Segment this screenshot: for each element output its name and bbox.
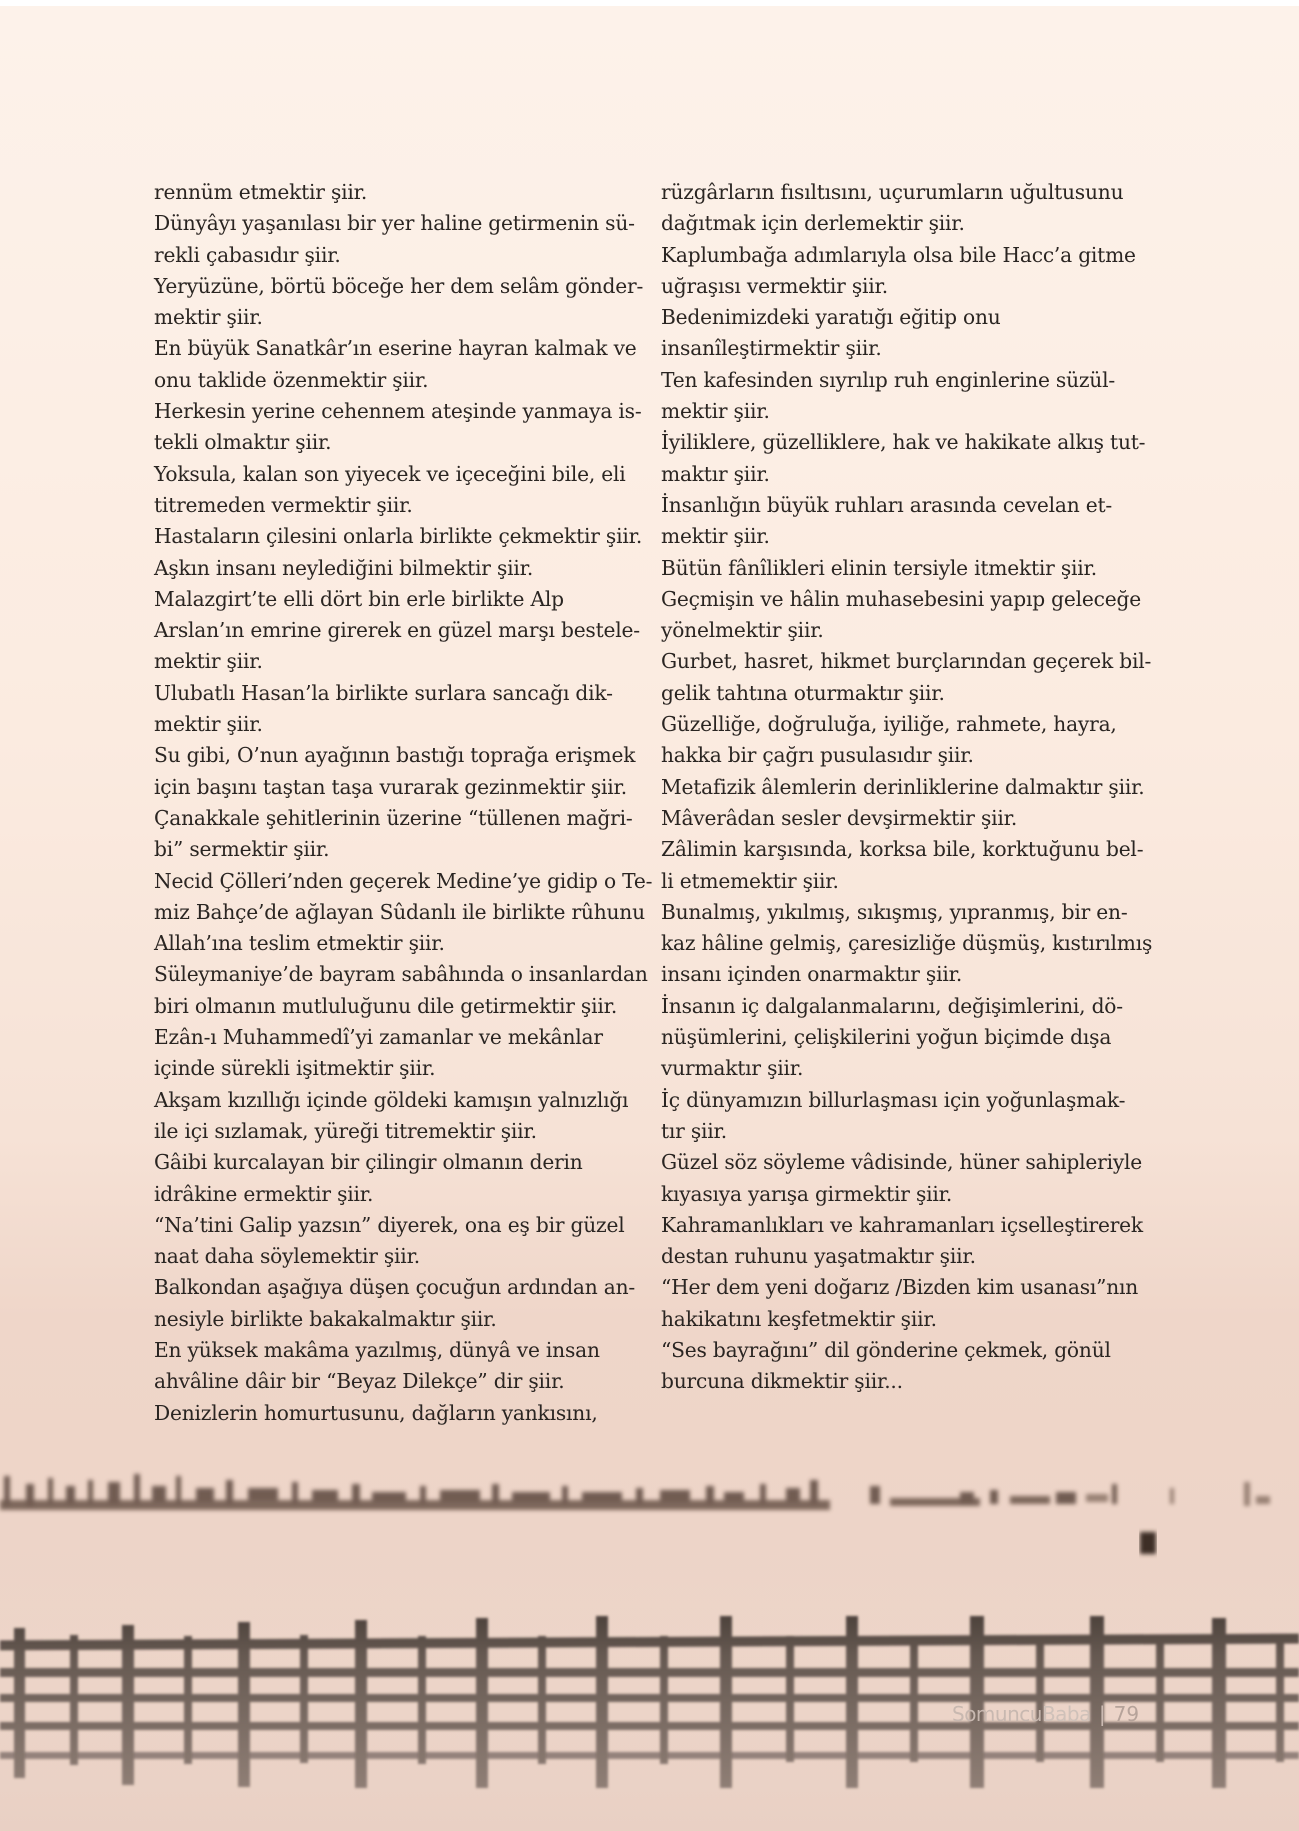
text-line: nesiyle birlikte bakakalmaktır şiir. bbox=[154, 1306, 497, 1331]
text-line: destan ruhunu yaşatmaktır şiir. bbox=[661, 1244, 976, 1269]
text-line: Denizlerin homurtusunu, dağların yankısını, bbox=[154, 1400, 598, 1425]
text-line: rennüm etmektir şiir. bbox=[154, 180, 368, 204]
text-line: tekli olmaktır şiir. bbox=[154, 430, 332, 455]
text-line: Herkesin yerine cehennem ateşinde yanmaya is- bbox=[154, 399, 642, 424]
text-line: rüzgârların fısıltısını, uçurumların uğultusunu bbox=[661, 180, 1124, 204]
text-line: onu taklide özenmektir şiir. bbox=[154, 367, 429, 392]
text-line: maktır şiir. bbox=[661, 461, 770, 486]
text-line: insanîleştirmektir şiir. bbox=[661, 336, 882, 361]
text-line: “Her dem yeni doğarız /Bizden kim usanası”nın bbox=[661, 1275, 1139, 1300]
text-line: Süleymaniye’de bayram sabâhında o insanlardan bbox=[154, 962, 648, 987]
page-number: 79 bbox=[1113, 1702, 1140, 1726]
text-line: hakka bir çağrı pusulasıdır şiir. bbox=[661, 743, 974, 768]
text-line: Geçmişin ve hâlin muhasebesini yapıp geleceğe bbox=[661, 586, 1141, 611]
text-line: Kahramanlıkları ve kahramanları içselleştirerek bbox=[661, 1212, 1143, 1237]
text-line: titremeden vermektir şiir. bbox=[154, 492, 413, 517]
text-line: rekli çabasıdır şiir. bbox=[154, 242, 341, 267]
text-line: naat daha söylemektir şiir. bbox=[154, 1244, 421, 1269]
text-line: idrâkine ermektir şiir. bbox=[154, 1181, 374, 1206]
text-line: Güzelliğe, doğruluğa, iyiliğe, rahmete, hayra, bbox=[661, 712, 1117, 737]
text-line: burcuna dikmektir şiir... bbox=[661, 1369, 903, 1394]
text-line: “Na’tini Galip yazsın” diyerek, ona eş bir güzel bbox=[154, 1212, 625, 1237]
text-line: içinde sürekli işitmektir şiir. bbox=[154, 1056, 436, 1081]
text-line: Dünyâyı yaşanılası bir yer haline getirmenin sü- bbox=[154, 211, 635, 236]
text-line: Bütün fânîlikleri elinin tersiyle itmektir şiir. bbox=[661, 555, 1097, 580]
distant-shoreline bbox=[0, 1474, 1270, 1510]
text-line: Mâverâdan sesler devşirmektir şiir. bbox=[661, 805, 1018, 830]
left-text-column bbox=[154, 177, 653, 1429]
text-line: ile içi sızlamak, yüreği titremektir şiir. bbox=[154, 1118, 537, 1143]
text-line: Bedenimizdeki yaratığı eğitip onu bbox=[661, 305, 1001, 330]
text-line: mektir şiir. bbox=[661, 399, 770, 424]
top-edge bbox=[0, 0, 1299, 6]
text-line: Metafizik âlemlerin derinliklerine dalmaktır şiir. bbox=[661, 774, 1145, 799]
text-line: Malazgirt’te elli dört bin erle birlikte Alp bbox=[154, 586, 564, 611]
text-line: En yüksek makâma yazılmış, dünyâ ve insan bbox=[154, 1337, 600, 1362]
text-line: kaz hâline gelmiş, çaresizliğe düşmüş, kıstırılmış bbox=[661, 931, 1153, 956]
text-line: Ulubatlı Hasan’la birlikte surlara sancağı dik- bbox=[154, 680, 613, 705]
fog-overlay bbox=[0, 1560, 1299, 1831]
page-footer bbox=[952, 1702, 1139, 1726]
text-line: ahvâline dâir bir “Beyaz Dilekçe” dir şiir. bbox=[154, 1369, 565, 1394]
right-text-column bbox=[661, 177, 1153, 1398]
text-line: Allah’ına teslim etmektir şiir. bbox=[154, 931, 445, 956]
text-line: mektir şiir. bbox=[154, 712, 263, 737]
text-line: mektir şiir. bbox=[154, 305, 263, 330]
text-line: Akşam kızıllığı içinde göldeki kamışın yalnızlığı bbox=[154, 1087, 629, 1112]
text-line: En büyük Sanatkâr’ın eserine hayran kalmak ve bbox=[154, 336, 637, 361]
text-line: vurmaktır şiir. bbox=[661, 1056, 804, 1081]
text-line: Yeryüzüne, börtü böceğe her dem selâm gönder- bbox=[154, 273, 644, 298]
text-line: Gurbet, hasret, hikmet burçlarından geçerek bil- bbox=[661, 649, 1152, 674]
text-line: Ezân-ı Muhammedî’yi zamanlar ve mekânlar bbox=[154, 1025, 603, 1050]
text-line: li etmemektir şiir. bbox=[661, 868, 839, 893]
text-line: biri olmanın mutluluğunu dile getirmektir şiir. bbox=[154, 993, 618, 1018]
text-line: kıyasıya yarışa girmektir şiir. bbox=[661, 1181, 953, 1206]
brand-part-2: Baba bbox=[1041, 1702, 1091, 1726]
text-line: Aşkın insanı neylediğini bilmektir şiir. bbox=[154, 555, 534, 580]
text-line: Necid Çölleri’nden geçerek Medine’ye gidip o Te- bbox=[154, 868, 653, 893]
text-line: Hastaların çilesini onlarla birlikte çekmektir şiir. bbox=[154, 524, 643, 549]
text-line: Bunalmış, yıkılmış, sıkışmış, yıpranmış, bir en- bbox=[661, 899, 1128, 924]
text-line: mektir şiir. bbox=[154, 649, 263, 674]
text-line: mektir şiir. bbox=[661, 524, 770, 549]
text-line: İnsanlığın büyük ruhları arasında cevelan et- bbox=[661, 492, 1113, 517]
text-line: nüşümlerini, çelişkilerini yoğun biçimde dışa bbox=[661, 1025, 1112, 1050]
text-line: Kaplumbağa adımlarıyla olsa bile Hacc’a gitme bbox=[661, 242, 1136, 267]
text-line: uğraşısı vermektir şiir. bbox=[661, 273, 888, 298]
text-line: yönelmektir şiir. bbox=[661, 618, 824, 643]
text-line: Güzel söz söyleme vâdisinde, hüner sahipleriyle bbox=[661, 1150, 1143, 1175]
text-line: için başını taştan taşa vurarak gezinmektir şiir. bbox=[154, 774, 627, 799]
text-line: Balkondan aşağıya düşen çocuğun ardından an- bbox=[154, 1275, 636, 1300]
text-line: “Ses bayrağını” dil gönderine çekmek, gönül bbox=[661, 1337, 1111, 1362]
footer-separator: | bbox=[1098, 1702, 1106, 1726]
text-line: hakikatını keşfetmektir şiir. bbox=[661, 1306, 937, 1331]
text-line: Ten kafesinden sıyrılıp ruh enginlerine süzül- bbox=[661, 367, 1115, 392]
text-line: Zâlimin karşısında, korksa bile, korktuğunu bel- bbox=[661, 837, 1144, 862]
fence-landscape-image bbox=[0, 1440, 1299, 1831]
text-line: Çanakkale şehitlerinin üzerine “tüllenen mağri- bbox=[154, 805, 633, 830]
text-line: dağıtmak için derlemektir şiir. bbox=[661, 211, 965, 236]
text-line: Yoksula, kalan son yiyecek ve içeceğini bile, eli bbox=[154, 461, 626, 486]
text-line: Su gibi, O’nun ayağının bastığı toprağa erişmek bbox=[154, 743, 636, 768]
text-line: İyiliklere, güzelliklere, hak ve hakikate alkış tut- bbox=[661, 430, 1146, 455]
text-line: Gâibi kurcalayan bir çilingir olmanın derin bbox=[154, 1150, 583, 1175]
text-line: İnsanın iç dalgalanmalarını, değişimlerini, dö- bbox=[661, 993, 1123, 1018]
text-line: gelik tahtına oturmaktır şiir. bbox=[661, 680, 945, 705]
text-line: İç dünyamızın billurlaşması için yoğunlaşmak- bbox=[661, 1087, 1126, 1112]
text-line: Arslan’ın emrine girerek en güzel marşı bestele- bbox=[154, 618, 640, 643]
text-line: miz Bahçe’de ağlayan Sûdanlı ile birlikte rûhunu bbox=[154, 899, 645, 924]
brand-part-1: Somuncu bbox=[952, 1702, 1042, 1726]
text-line: tır şiir. bbox=[661, 1118, 727, 1143]
text-line: bi” sermektir şiir. bbox=[154, 837, 330, 862]
text-line: insanı içinden onarmaktır şiir. bbox=[661, 962, 963, 987]
lone-post bbox=[1140, 1532, 1156, 1554]
magazine-brand bbox=[952, 1702, 1091, 1726]
